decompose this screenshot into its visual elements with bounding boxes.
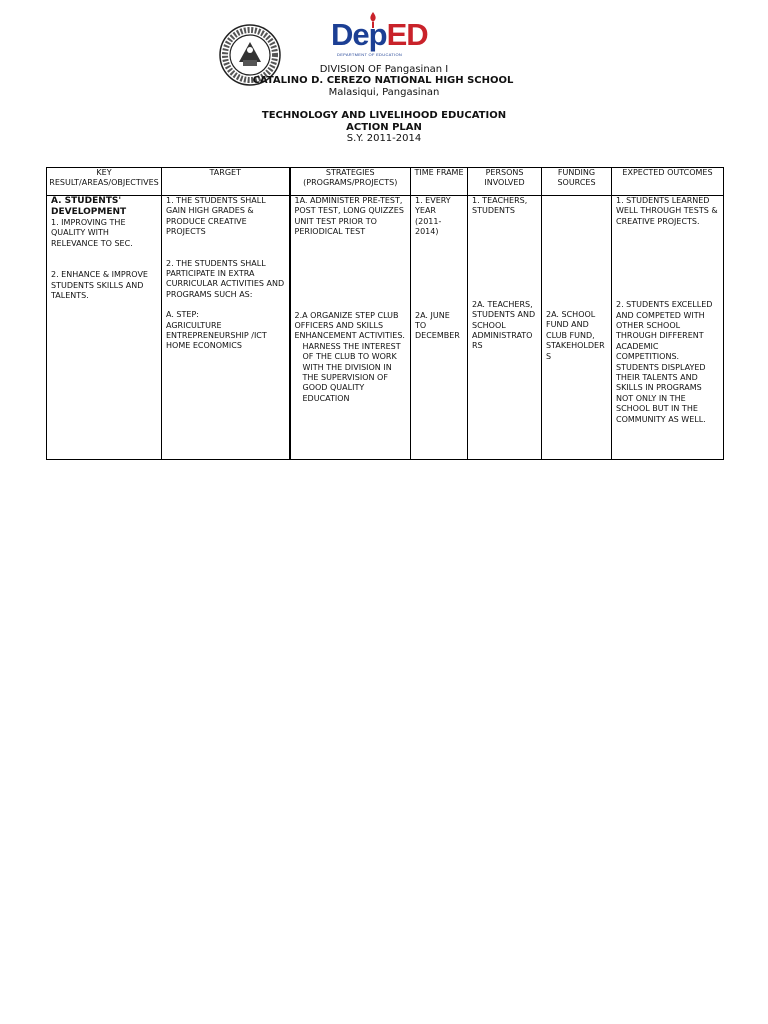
- document-title: ACTION PLAN: [346, 122, 422, 133]
- school-name: CATALINO D. CEREZO NATIONAL HIGH SCHOOL: [252, 75, 514, 86]
- persons-2: 2A. TEACHERS, STUDENTS AND SCHOOL ADMINISTRATORS: [472, 299, 536, 351]
- school-location: Malasiqui, Pangasinan: [328, 87, 440, 98]
- header-strategies: STRATEGIES (PROGRAMS/PROJECTS): [290, 168, 411, 196]
- deped-subtitle: DEPARTMENT OF EDUCATION: [337, 52, 403, 57]
- cell-target: [162, 196, 290, 460]
- header-time-frame: TIME FRAME: [411, 168, 468, 196]
- header-expected-outcomes: EXPECTED OUTCOMES: [612, 168, 724, 196]
- target-3c: ENTREPRENEURSHIP /ICT: [166, 331, 267, 341]
- target-3b: AGRICULTURE: [166, 320, 222, 330]
- header-target: TARGET: [162, 168, 290, 196]
- time-2: 2A. JUNE TO DECEMBER: [415, 310, 460, 341]
- division-line: DIVISION OF Pangasinan I: [319, 64, 449, 75]
- header-key-result: KEY RESULT/AREAS/OBJECTIVES: [47, 168, 162, 196]
- strategy-2a: 2.A ORGANIZE STEP CLUB OFFICERS AND SKILLS ENHANCEMENT ACTIVITIES.: [294, 310, 405, 341]
- deped-logo: [331, 12, 427, 58]
- cell-expected-outcomes: [612, 196, 724, 460]
- persons-1: 1. TEACHERS, STUDENTS: [472, 196, 528, 216]
- table-row: [47, 196, 724, 460]
- target-3d: HOME ECONOMICS: [166, 341, 242, 351]
- key-area-1: 1. IMPROVING THE QUALITY WITH RELEVANCE TO SEC.: [51, 218, 133, 248]
- cell-persons-involved: [468, 196, 542, 460]
- strategy-2b: HARNESS THE INTEREST OF THE CLUB TO WORK WITH THE DIVISION IN THE SUPERVISION OF GOOD QUALITY EDUCATION: [302, 341, 401, 403]
- time-1: 1. EVERY YEAR (2011-2014): [415, 196, 451, 237]
- key-area-title: A. STUDENTS' DEVELOPMENT: [51, 196, 127, 217]
- deped-wordmark: DepED: [331, 17, 428, 52]
- cell-time-frame: [411, 196, 468, 460]
- header-persons-involved: PERSONS INVOLVED: [468, 168, 542, 196]
- outcome-1: 1. STUDENTS LEARNED WELL THROUGH TESTS & CREATIVE PROJECTS.: [616, 196, 718, 226]
- strategy-1: 1A. ADMINISTER PRE-TEST, POST TEST, LONG QUIZZES UNIT TEST PRIOR TO PERIODICAL TEST: [294, 196, 404, 237]
- action-plan-table: [46, 167, 724, 460]
- funding-2: 2A. SCHOOL FUND AND CLUB FUND, STAKEHOLDERS: [546, 310, 605, 361]
- school-year: S.Y. 2011-2014: [346, 133, 422, 144]
- header-funding-sources: FUNDING SOURCES: [542, 168, 612, 196]
- key-area-2: 2. ENHANCE & IMPROVE STUDENTS SKILLS AND TALENTS.: [51, 270, 148, 301]
- cell-strategies: [290, 196, 411, 460]
- cell-funding-sources: [542, 196, 612, 460]
- outcome-2: 2. STUDENTS EXCELLED AND COMPETED WITH OTHER SCHOOL THROUGH DIFFERENT ACADEMIC COMPETITIONS. STUDENTS DISPLAYED THEIR TALENTS AND SKILLS IN PROGRAMS NOT ONLY IN THE SCHOOL BUT IN THE COMMUNITY AS WELL.: [616, 300, 713, 424]
- target-2: 2. THE STUDENTS SHALL PARTICIPATE IN EXTRA CURRICULAR ACTIVITIES AND PROGRAMS SUCH AS:: [166, 258, 285, 299]
- target-3a: A. STEP:: [166, 310, 199, 320]
- subject-title: TECHNOLOGY AND LIVELIHOOD EDUCATION: [261, 110, 507, 121]
- table-header-row: [47, 168, 724, 196]
- cell-key-result: [47, 196, 162, 460]
- target-1: 1. THE STUDENTS SHALL GAIN HIGH GRADES & PRODUCE CREATIVE PROJECTS: [166, 196, 266, 237]
